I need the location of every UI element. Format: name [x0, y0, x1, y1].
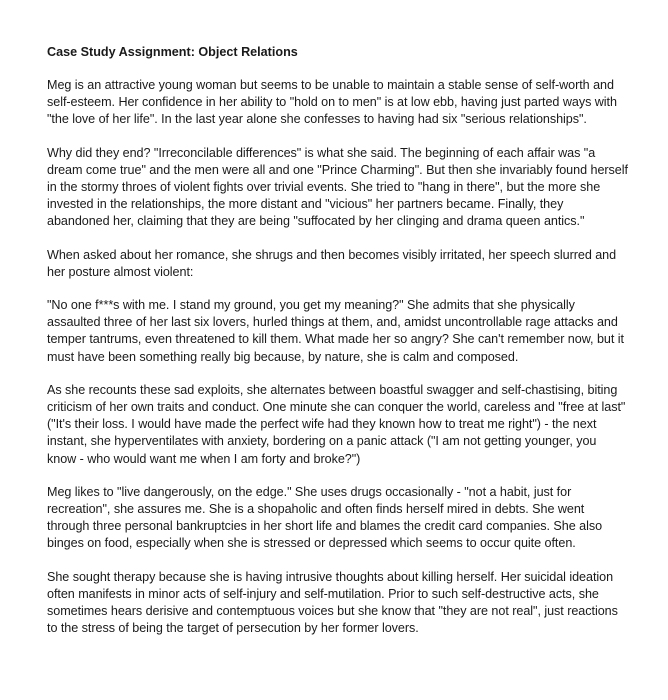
paragraph-quote: "No one f***s with me. I stand my ground, you get my meaning?" She admits that she physically assaulted three of her last six lovers, hurled things at them, and, amidst uncontrollable rage attacks and temper tantrums, even threatened to kill them. What made her so angry? She can't remember now, but it must have been something really big because, by nature, she is calm and composed. [47, 298, 624, 364]
paragraph-romance: When asked about her romance, she shrugs and then becomes visibly irritated, her speech slurred and her posture almost violent: [47, 247, 617, 279]
paragraph-exploits: As she recounts these sad exploits, she alternates between boastful swagger and self-chastising, biting criticism of her own traits and conduct. One minute she can conquer the world, careless and "free at last" ("It's their loss. I would have made the perfect wife had they known how to treat me right") - the next instant, she hyperventilates with anxiety, bordering on a panic attack ("I am not getting younger, you know - who would want me when I am forty and broke?") [47, 382, 626, 466]
document-title: Case Study Assignment: Object Relations [47, 45, 298, 59]
paragraph-therapy: She sought therapy because she is having intrusive thoughts about killing herself. Her suicidal ideation often manifests in minor acts of self-injury and self-mutilation. Prior to such self-destructive acts, she sometimes hears derisive and contemptuous voices but she know that "they are not real", just reactions to the stress of being the target of persecution by her former lovers. [47, 569, 618, 636]
paragraph-why-ended: Why did they end? "Irreconcilable differences" is what she said. The beginning of each affair was "a dream come true" and the men were all and one "Prince Charming". But then she invariably found herself in the stormy throes of violent fights over trivial events. She tried to "hang in there", but the more she invested in the relationships, the more distant and "vicious" her partners became. Finally, they abandoned her, claiming that they are being "suffocated by her clinging and drama queen antics." [47, 145, 628, 229]
paragraph-intro: Meg is an attractive young woman but seems to be unable to maintain a stable sense of self-worth and self-esteem. Her confidence in her ability to "hold on to men" is at low ebb, having just parted ways with "the love of her life". In the last year alone she confesses to having had six "serious relationships". [47, 78, 617, 127]
paragraph-lifestyle: Meg likes to "live dangerously, on the edge." She uses drugs occasionally - "not a habit, just for recreation", she assures me. She is a shopaholic and often finds herself mired in debts. She went through three personal bankruptcies in her short life and blames the credit card companies. She also binges on food, especially when she is stressed or depressed which seems to occur quite often. [47, 484, 603, 551]
